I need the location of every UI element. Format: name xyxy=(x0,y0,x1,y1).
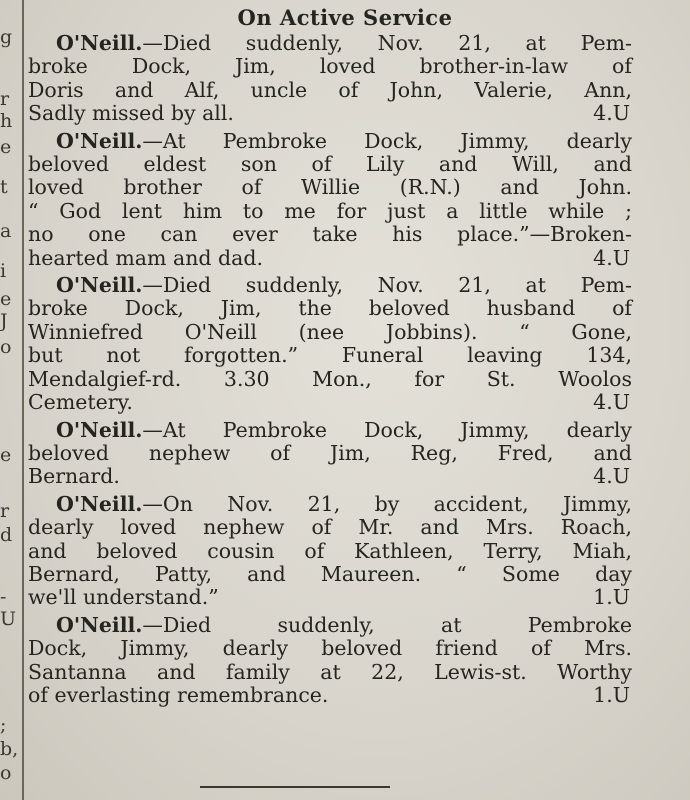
death-notice xyxy=(28,274,632,414)
end-rule xyxy=(200,786,390,788)
fragment-text: g xyxy=(0,26,13,48)
notice-text: —Died suddenly, at Pembroke xyxy=(142,612,632,637)
notice-text: —On Nov. 21, by accident, Jimmy, xyxy=(142,491,632,516)
notice-line: Cemetery. xyxy=(28,390,133,415)
notice-code: 1.U xyxy=(593,585,630,610)
notice-line: broke Dock, Jim, the beloved husband of xyxy=(28,296,632,321)
notice-line: and beloved cousin of Kathleen, Terry, Miah, xyxy=(28,538,632,563)
notice-code: 4.U xyxy=(593,245,630,270)
fragment-text: d xyxy=(0,524,13,546)
fragment-text: i xyxy=(0,260,7,282)
fragment-text: a xyxy=(0,220,12,242)
notice-line: Dock, Jimmy, dearly beloved friend of Mrs. xyxy=(28,636,632,661)
notice-name: O'Neill. xyxy=(56,128,143,153)
notice-line xyxy=(28,130,632,153)
fragment-text: e xyxy=(0,444,12,466)
notice-name: O'Neill. xyxy=(56,31,143,55)
death-notice xyxy=(28,419,632,489)
notice-text: —At Pembroke Dock, Jimmy, dearly xyxy=(142,417,632,442)
notice-line: Bernard, Patty, and Maureen. “ Some day xyxy=(28,561,632,586)
notice-line: broke Dock, Jim, loved brother-in-law of xyxy=(28,54,632,79)
fragment-text: e xyxy=(0,136,12,158)
column-divider xyxy=(22,0,24,800)
notice-line xyxy=(28,32,632,55)
fragment-text: b, xyxy=(0,738,19,760)
notice-line xyxy=(28,614,632,637)
notice-name: O'Neill. xyxy=(56,491,143,516)
notice-line: no one can ever take his place.”—Broken- xyxy=(28,222,632,247)
notice-line: but not forgotten.” Funeral leaving 134, xyxy=(28,343,632,368)
fragment-text: - xyxy=(0,586,7,608)
fragment-text: h xyxy=(0,110,13,132)
fragment-text: r xyxy=(0,500,10,522)
notice-line: Mendalgief-rd. 3.30 Mon., for St. Woolos xyxy=(28,366,632,391)
notice-line: dearly loved nephew of Mr. and Mrs. Roach, xyxy=(28,515,632,540)
notice-code: 4.U xyxy=(593,464,630,489)
notice-line: beloved eldest son of Lily and Will, and xyxy=(28,152,632,177)
death-notice xyxy=(28,130,632,270)
fragment-text: o xyxy=(0,336,12,358)
notice-line: Sadly missed by all. xyxy=(28,101,234,126)
section-heading: On Active Service xyxy=(237,5,453,30)
notice-line: beloved nephew of Jim, Reg, Fred, and xyxy=(28,440,632,465)
notice-code: 1.U xyxy=(593,682,630,707)
notice-name: O'Neill. xyxy=(56,612,143,637)
notice-line xyxy=(28,419,632,442)
notice-code: 4.U xyxy=(593,101,630,126)
notice-line: loved brother of Willie (R.N.) and John. xyxy=(28,175,632,200)
notice-text: —Died suddenly, Nov. 21, at Pem- xyxy=(142,273,632,298)
notice-name: O'Neill. xyxy=(56,417,143,442)
fragment-text: t xyxy=(0,176,8,198)
fragment-text: r xyxy=(0,88,10,110)
notice-line: hearted mam and dad. xyxy=(28,245,264,270)
notice-line: Doris and Alf, uncle of John, Valerie, Ann, xyxy=(28,77,632,102)
fragment-text: e xyxy=(0,288,12,310)
notice-line: Bernard. xyxy=(28,464,120,489)
notice-line xyxy=(28,274,632,297)
death-notice xyxy=(28,32,632,126)
fragment-text: U xyxy=(0,608,17,630)
adjacent-column-fragments xyxy=(0,0,22,800)
notice-line: Winniefred O'Neill (nee Jobbins). “ Gone, xyxy=(28,319,632,344)
notice-line: of everlasting remembrance. xyxy=(28,682,329,707)
notice-line xyxy=(28,493,632,516)
notice-line: “ God lent him to me for just a little while ; xyxy=(28,198,632,223)
fragment-text: ; xyxy=(0,714,7,736)
death-notice xyxy=(28,493,632,610)
notice-line: Santanna and family at 22, Lewis-st. Worthy xyxy=(28,659,632,684)
notice-text: —Died suddenly, Nov. 21, at Pem- xyxy=(142,31,632,55)
notice-code: 4.U xyxy=(593,390,630,415)
notice-text: —At Pembroke Dock, Jimmy, dearly xyxy=(142,128,632,153)
fragment-text: o xyxy=(0,762,12,784)
notices-column xyxy=(28,4,632,711)
notice-line: we'll understand.” xyxy=(28,585,219,610)
fragment-text: J xyxy=(0,310,8,332)
notice-name: O'Neill. xyxy=(56,273,143,298)
death-notice xyxy=(28,614,632,708)
